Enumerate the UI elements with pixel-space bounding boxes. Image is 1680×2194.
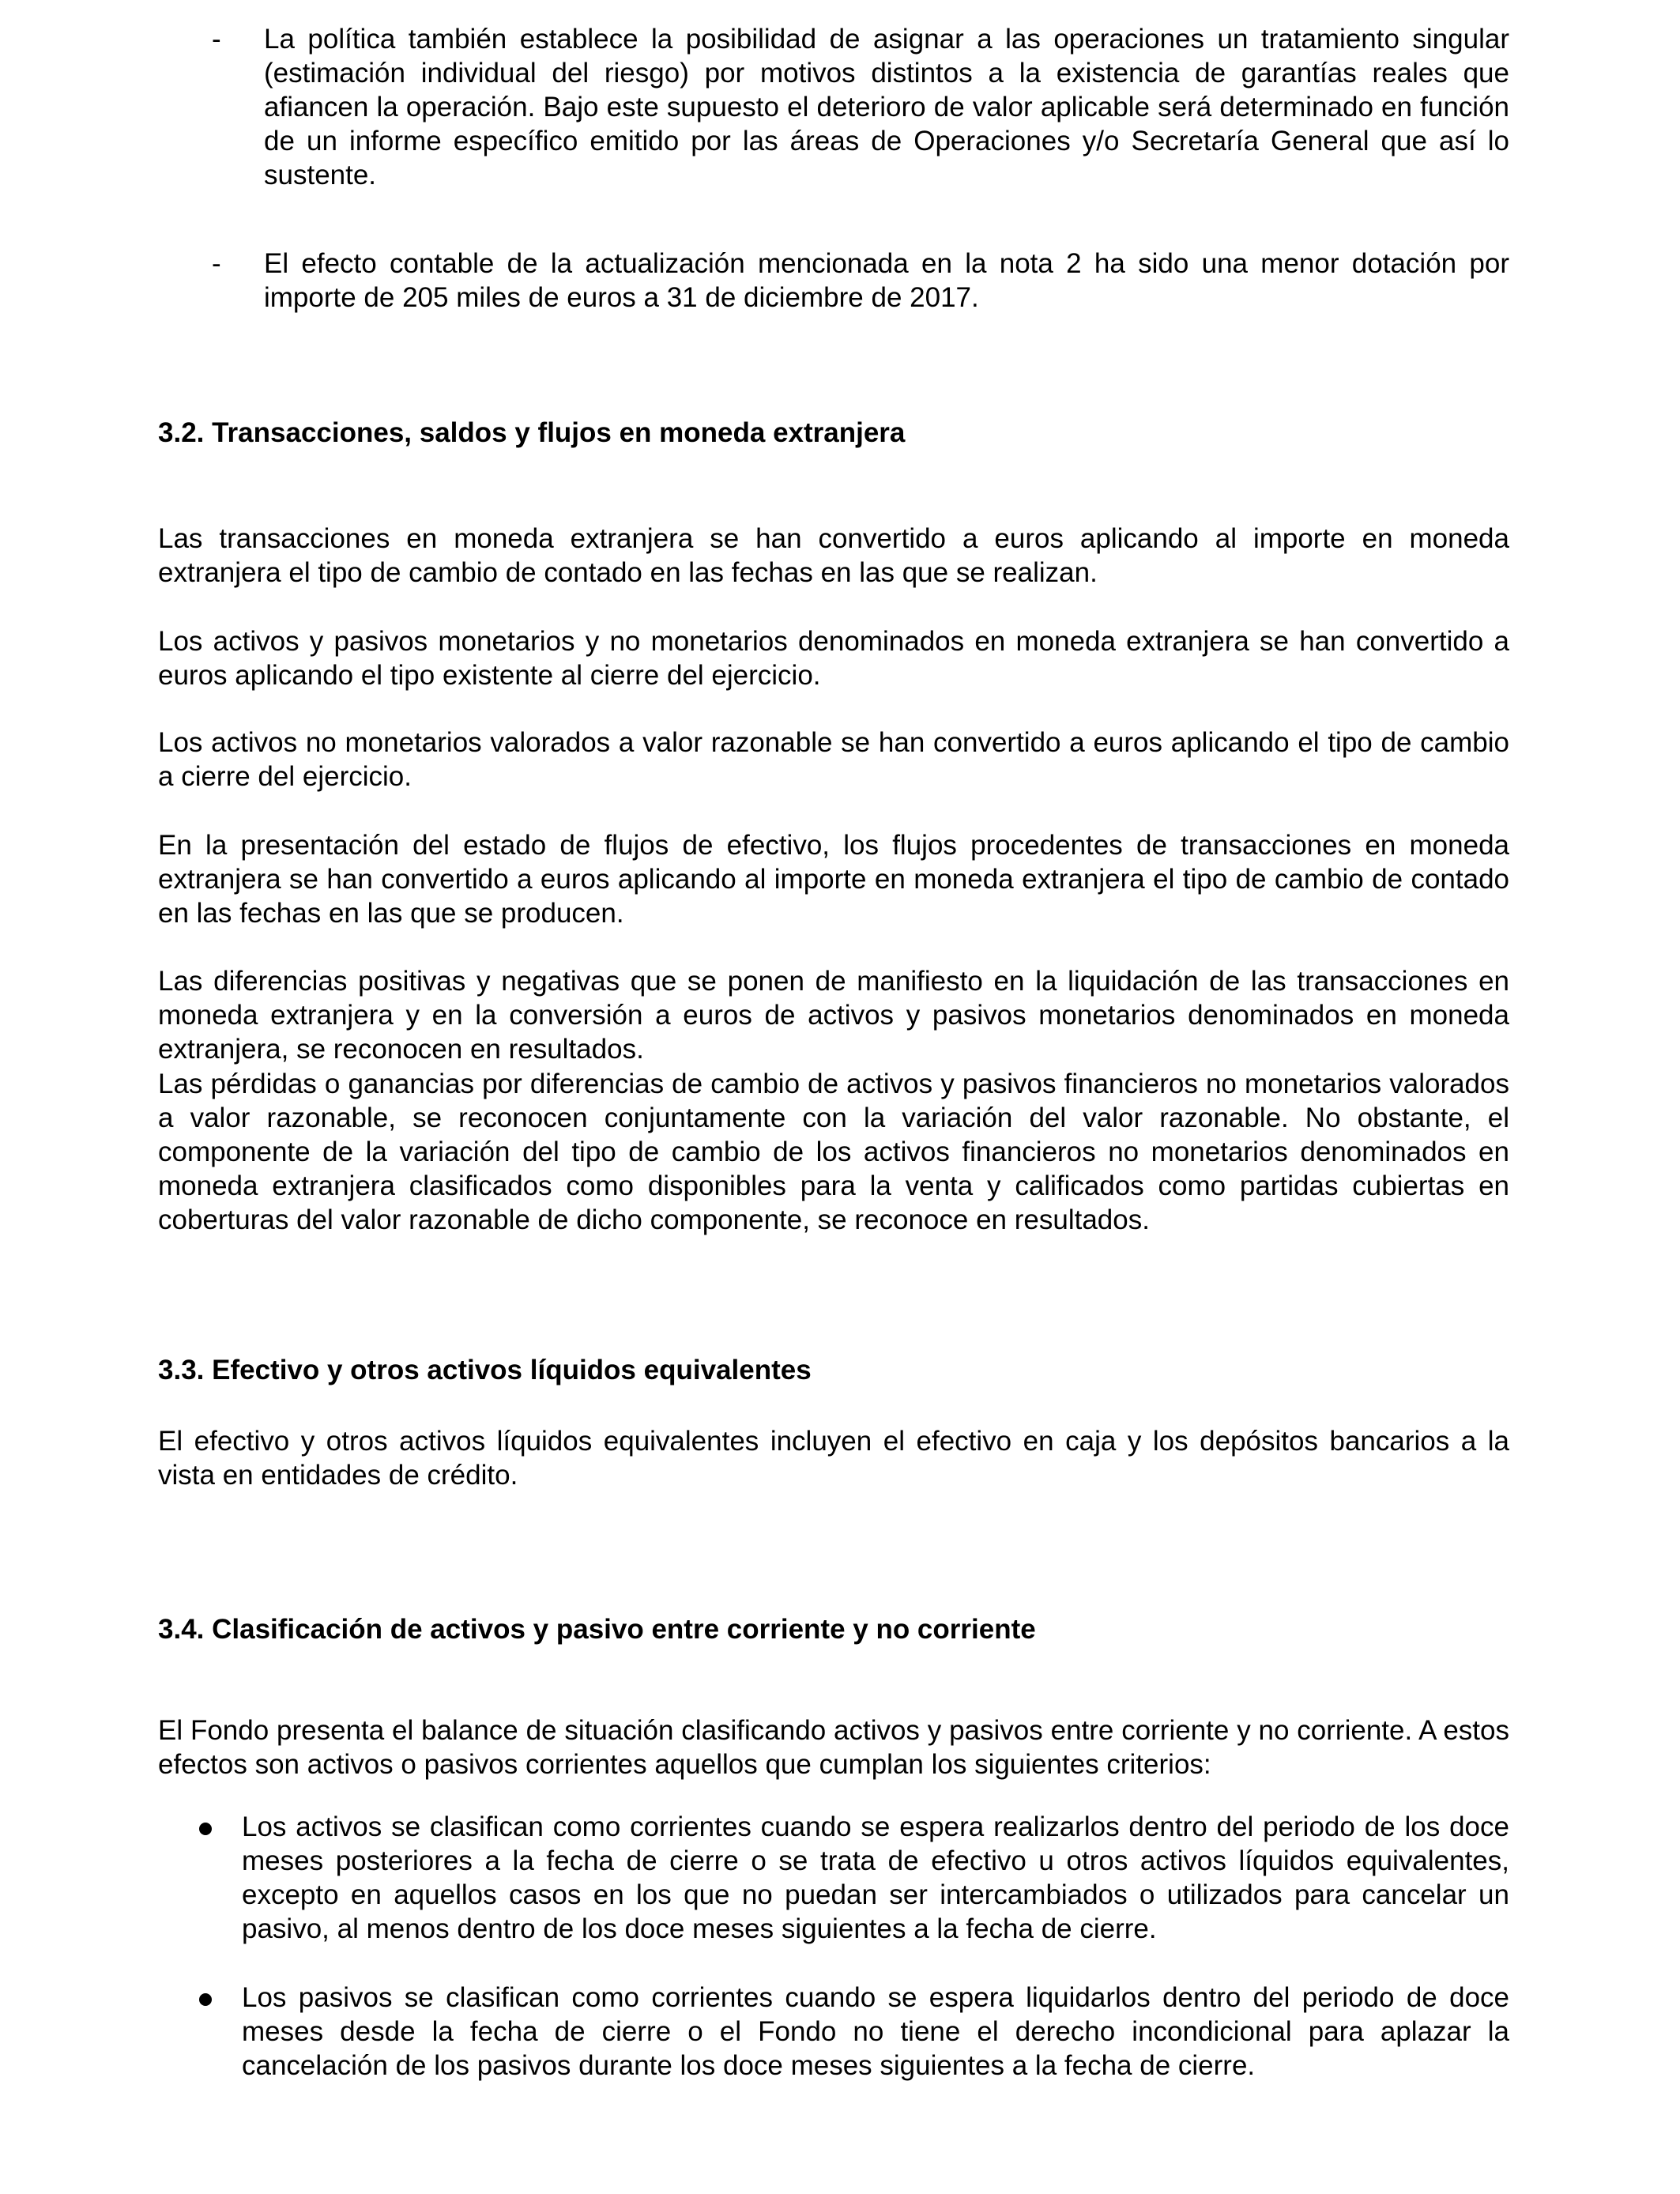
list-dash-marker: - [212,24,221,55]
paragraph: Las transacciones en moneda extranjera se han convertido a euros aplicando al importe en moneda extranjera el tipo de cambio de contado en las fechas en las que se realizan. [158,523,1509,588]
paragraph: El Fondo presenta el balance de situación clasificando activos y pasivos entre corriente y no corriente. A estos efectos son activos o pasivos corrientes aquellos que cumplan los siguientes criterios: [158,1715,1509,1780]
paragraph: Los activos y pasivos monetarios y no monetarios denominados en moneda extranjera se han convertido a euros aplicando el tipo existente al cierre del ejercicio. [158,626,1509,691]
list-item: La política también establece la posibilidad de asignar a las operaciones un tratamiento singular (estimación individual del riesgo) por motivos distintos a la existencia de garantías reales que afiancen la operación. Bajo este supuesto el deterioro de valor aplicable será determinado en función de un informe específico emitido por las áreas de Operaciones y/o Secretaría General que así lo sustente. [264,24,1509,190]
paragraph: En la presentación del estado de flujos de efectivo, los flujos procedentes de transacciones en moneda extranjera se han convertido a euros aplicando al importe en moneda extranjera el tipo de cambio de contado en las fechas en las que se producen. [158,830,1509,929]
section-heading: 3.2. Transacciones, saldos y flujos en moneda extranjera [158,417,906,448]
section-heading: 3.3. Efectivo y otros activos líquidos equivalentes [158,1355,812,1385]
bullet-icon [199,1993,212,2006]
list-dash-marker: - [212,248,221,279]
bullet-list-item: Los pasivos se clasifican como corrientes cuando se espera liquidarlos dentro del periodo de doce meses desde la fecha de cierre o el Fondo no tiene el derecho incondicional para aplazar la cancelación de los pasivos durante los doce meses siguientes a la fecha de cierre. [242,1982,1509,2081]
paragraph: Las diferencias positivas y negativas que se ponen de manifiesto en la liquidación de las transacciones en moneda extranjera y en la conversión a euros de activos y pasivos monetarios denominados en moneda extranjera, se reconocen en resultados. [158,966,1509,1065]
paragraph: Las pérdidas o ganancias por diferencias de cambio de activos y pasivos financieros no monetarios valorados a valor razonable, se reconocen conjuntamente con la variación del valor razonable. No obstante, el componente de la variación del tipo de cambio de los activos financieros no monetarios denominados en moneda extranjera clasificados como disponibles para la venta y calificados como partidas cubiertas en coberturas del valor razonable de dicho componente, se reconoce en resultados. [158,1069,1509,1235]
paragraph: El efectivo y otros activos líquidos equivalentes incluyen el efectivo en caja y los depósitos bancarios a la vista en entidades de crédito. [158,1426,1509,1491]
list-item: El efecto contable de la actualización mencionada en la nota 2 ha sido una menor dotación por importe de 205 miles de euros a 31 de diciembre de 2017. [264,248,1509,313]
bullet-list-item: Los activos se clasifican como corrientes cuando se espera realizarlos dentro del periodo de los doce meses posteriores a la fecha de cierre o se trata de efectivo u otros activos líquidos equivalentes, excepto en aquellos casos en los que no puedan ser intercambiados o utilizados para cancelar un pasivo, al menos dentro de los doce meses siguientes a la fecha de cierre. [242,1811,1509,1944]
paragraph: Los activos no monetarios valorados a valor razonable se han convertido a euros aplicando el tipo de cambio a cierre del ejercicio. [158,727,1509,792]
bullet-icon [199,1823,212,1835]
section-heading: 3.4. Clasificación de activos y pasivo entre corriente y no corriente [158,1614,1036,1645]
